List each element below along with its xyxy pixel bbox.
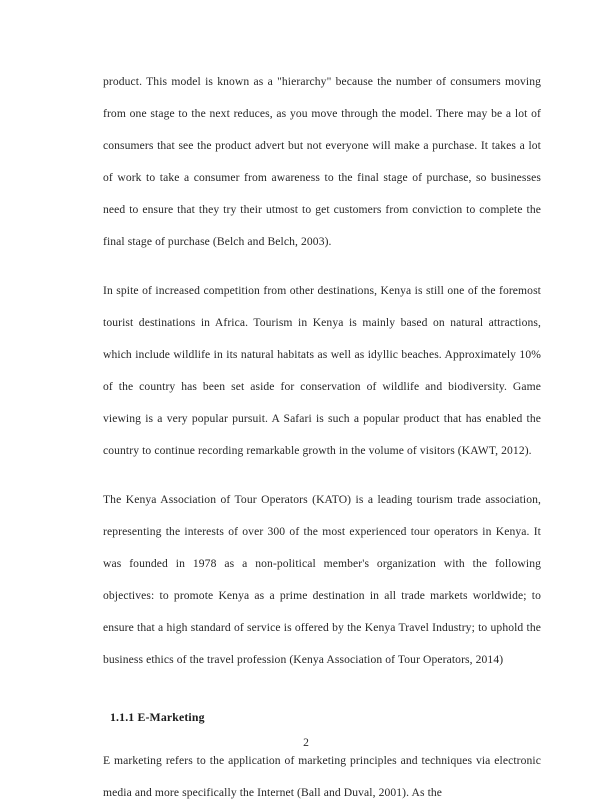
paragraph-e-marketing: E marketing refers to the application of marketing principles and techniques via electronic media and more specifically the Internet (Ball and Duval, 2001). As the [103, 754, 541, 799]
paragraph-kato: The Kenya Association of Tour Operators (KATO) is a leading tourism trade association, representing the interests of over 300 of the most experienced tour operators in Kenya. It was founded in 1978 as a non-political member's organization with the following objectives: to promote Kenya as a prime destination in all trade markets worldwide; to ensure that a high standard of service is offered by the Kenya Travel Industry; to uphold the business ethics of the travel profession (Kenya Association of Tour Operators, 2014) [103, 493, 541, 666]
paragraph-hierarchy-model: product. This model is known as a "hierarchy" because the number of consumers moving from one stage to the next reduces, as you move through the model. There may be a lot of consumers that see the product advert but not everyone will make a purchase. It takes a lot of work to take a consumer from awareness to the final stage of purchase, so businesses need to ensure that they try their utmost to get customers from conviction to complete the final stage of purchase (Belch and Belch, 2003). [103, 75, 541, 248]
heading-e-marketing: 1.1.1 E-Marketing [110, 710, 205, 724]
page-number: 2 [303, 736, 309, 749]
page-content-column [103, 66, 541, 809]
paragraph-kenya-tourism: In spite of increased competition from other destinations, Kenya is still one of the foremost tourist destinations in Africa. Tourism in Kenya is mainly based on natural attractions, which include wildlife in its natural habitats as well as idyllic beaches. Approximately 10% of the country has been set aside for conservation of wildlife and biodiversity. Game viewing is a very popular pursuit. A Safari is such a popular product that has enabled the country to continue recording remarkable growth in the volume of visitors (KAWT, 2012). [103, 284, 541, 457]
